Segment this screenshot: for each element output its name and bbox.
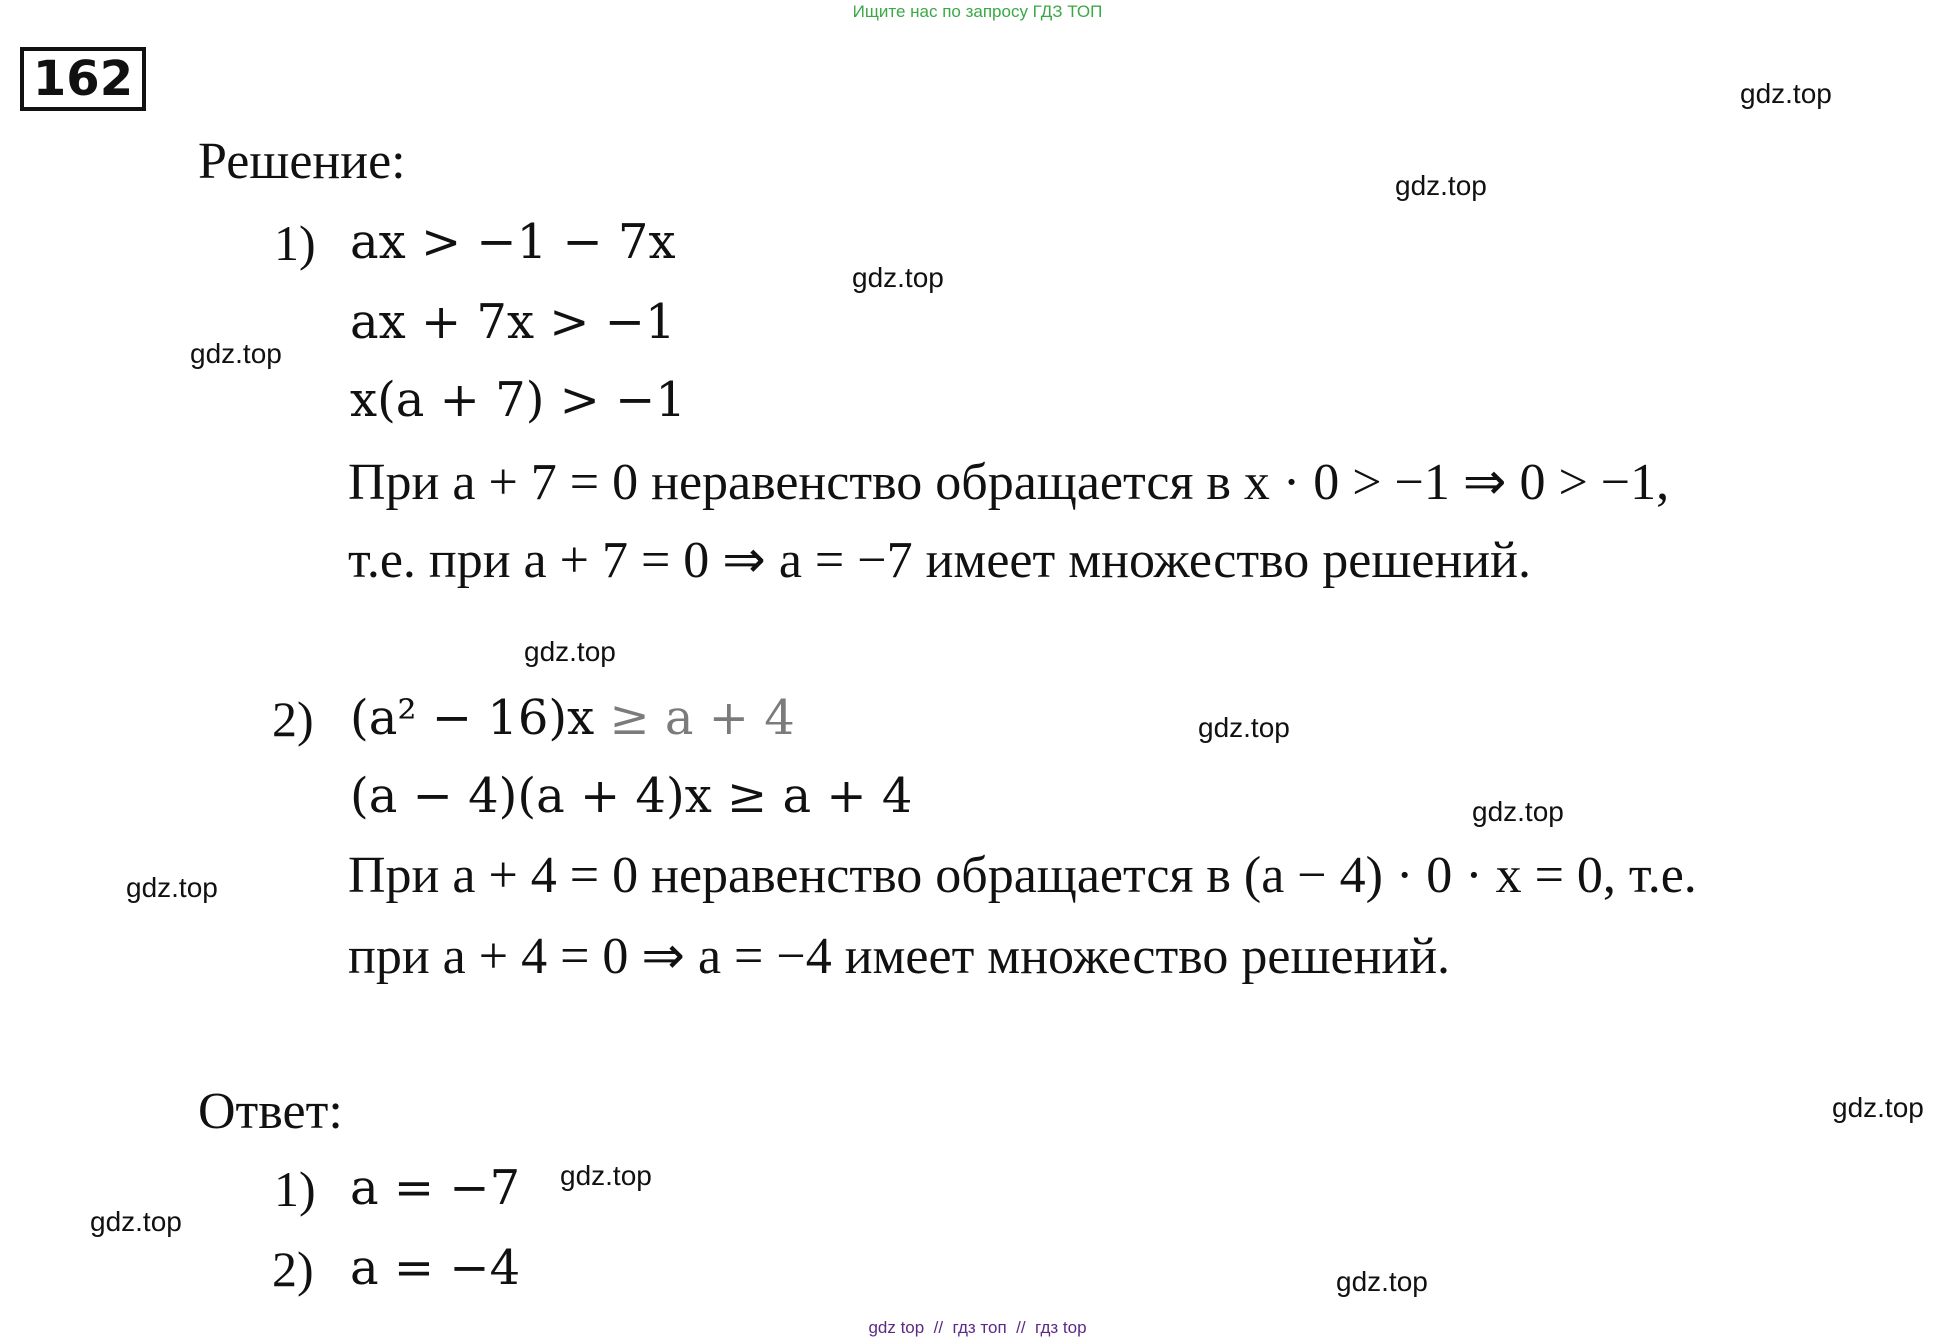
watermark: gdz.top xyxy=(524,636,616,667)
part1-label: 1) xyxy=(274,215,316,271)
part2-line1 xyxy=(350,690,795,746)
part1-line1: ax > −1 − 7x xyxy=(350,214,676,270)
footer-links-text[interactable]: gdz top // гдз топ // гдз top xyxy=(868,1318,1087,1337)
answer-title: Ответ: xyxy=(198,1083,343,1140)
watermark: gdz.top xyxy=(1832,1092,1924,1123)
top-search-link[interactable] xyxy=(0,2,1955,22)
part2-label: 2) xyxy=(272,691,314,747)
watermark: gdz.top xyxy=(1740,78,1832,109)
part1-note-line2: т.е. при a + 7 = 0 ⇒ a = −7 имеет множество решений. xyxy=(348,532,1531,589)
part2-line1-left: (a² − 16)x xyxy=(350,690,610,746)
answer2-value: a = −4 xyxy=(350,1240,521,1296)
footer-links[interactable] xyxy=(0,1318,1955,1338)
watermark: gdz.top xyxy=(1198,712,1290,743)
watermark: gdz.top xyxy=(126,872,218,903)
answer1-label: 1) xyxy=(274,1161,316,1217)
watermark: gdz.top xyxy=(1336,1266,1428,1297)
watermark: gdz.top xyxy=(90,1206,182,1237)
part1-line3: x(a + 7) > −1 xyxy=(350,372,686,428)
part2-note-line1: При a + 4 = 0 неравенство обращается в (a − 4) · 0 · x = 0, т.е. xyxy=(348,847,1697,904)
part2-line1-faded: ≥ a + 4 xyxy=(609,690,795,746)
problem-number-box xyxy=(20,47,146,111)
part1-line2: ax + 7x > −1 xyxy=(350,294,676,350)
watermark: gdz.top xyxy=(1472,796,1564,827)
watermark: gdz.top xyxy=(852,262,944,293)
watermark: gdz.top xyxy=(560,1160,652,1191)
watermark: gdz.top xyxy=(190,338,282,369)
part2-line2: (a − 4)(a + 4)x ≥ a + 4 xyxy=(350,768,913,824)
solution-title: Решение: xyxy=(198,133,406,190)
answer2-label: 2) xyxy=(272,1241,314,1297)
watermark: gdz.top xyxy=(1395,170,1487,201)
part2-note-line2: при a + 4 = 0 ⇒ a = −4 имеет множество решений. xyxy=(348,928,1451,985)
part1-note-line1: При a + 7 = 0 неравенство обращается в x · 0 > −1 ⇒ 0 > −1, xyxy=(348,454,1670,511)
answer1-value: a = −7 xyxy=(350,1160,521,1216)
top-search-link-text[interactable]: Ищите нас по запросу ГДЗ ТОП xyxy=(852,2,1103,21)
problem-number: 162 xyxy=(32,51,134,107)
